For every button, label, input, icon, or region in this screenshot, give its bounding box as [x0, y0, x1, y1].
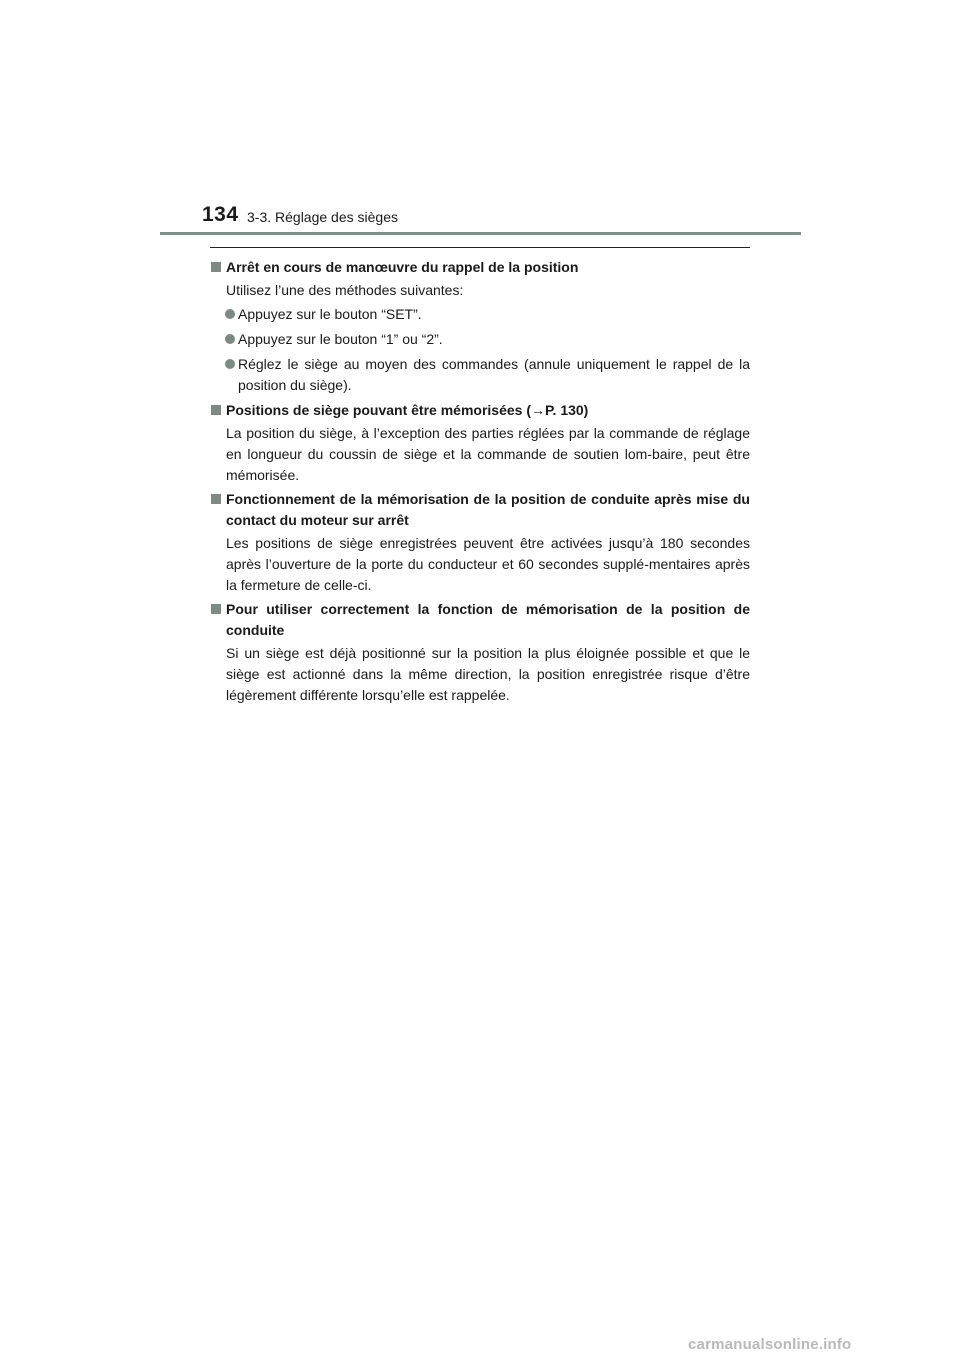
square-bullet-icon: [211, 604, 221, 614]
chapter-title: 3-3. Réglage des sièges: [247, 209, 398, 225]
section-stop-recall: [210, 257, 750, 396]
arrow-right-icon: →: [531, 402, 545, 418]
list-item-text: Appuyez sur le bouton “1” ou “2”.: [238, 331, 443, 347]
page-content: [210, 257, 750, 709]
section-intro: Utilisez l’une des méthodes suivantes:: [226, 282, 464, 298]
header-divider: [160, 232, 801, 235]
square-bullet-icon: [211, 262, 221, 272]
list-item: [210, 354, 750, 396]
list-item: [210, 329, 750, 350]
section-title: Fonctionnement de la mémorisation de la position de conduite après mise du contact du moteur sur arrêt: [226, 491, 750, 528]
section-memorizable-positions: [210, 400, 750, 486]
list-item-text: Appuyez sur le bouton “SET”.: [238, 306, 422, 322]
round-bullet-icon: [225, 309, 235, 319]
section-after-engine-off: [210, 489, 750, 596]
watermark-text: carmanualsonline.info: [688, 1336, 852, 1353]
section-title-prefix: Positions de siège pouvant être mémorisées (: [226, 402, 531, 418]
section-title: Pour utiliser correctement la fonction de mémorisation de la position de conduite: [226, 601, 750, 638]
section-body: La position du siège, à l’exception des parties réglées par la commande de réglage en longueur du coussin de siège et la commande de soutien lom-baire, peut être mémorisée.: [226, 425, 750, 483]
content-divider: [210, 247, 750, 248]
page-reference-link[interactable]: P. 130): [545, 402, 589, 418]
round-bullet-icon: [225, 334, 235, 344]
round-bullet-icon: [225, 359, 235, 369]
page-number: 134: [202, 203, 239, 226]
section-body: Si un siège est déjà positionné sur la position la plus éloignée possible et que le siège est actionné dans la même direction, la position enregistrée risque d’être légèrement différente lorsqu’elle est rappelée.: [226, 645, 750, 703]
list-item: [210, 304, 750, 325]
square-bullet-icon: [211, 405, 221, 415]
section-correct-use: [210, 599, 750, 706]
section-title: Arrêt en cours de manœuvre du rappel de la position: [226, 259, 579, 275]
square-bullet-icon: [211, 494, 221, 504]
section-body: Les positions de siège enregistrées peuvent être activées jusqu’à 180 secondes après l’ouverture de la porte du conducteur et 60 secondes supplé-mentaires après la fermeture de celle-ci.: [226, 535, 750, 593]
list-item-text: Réglez le siège au moyen des commandes (annule uniquement le rappel de la position du siège).: [238, 356, 750, 393]
